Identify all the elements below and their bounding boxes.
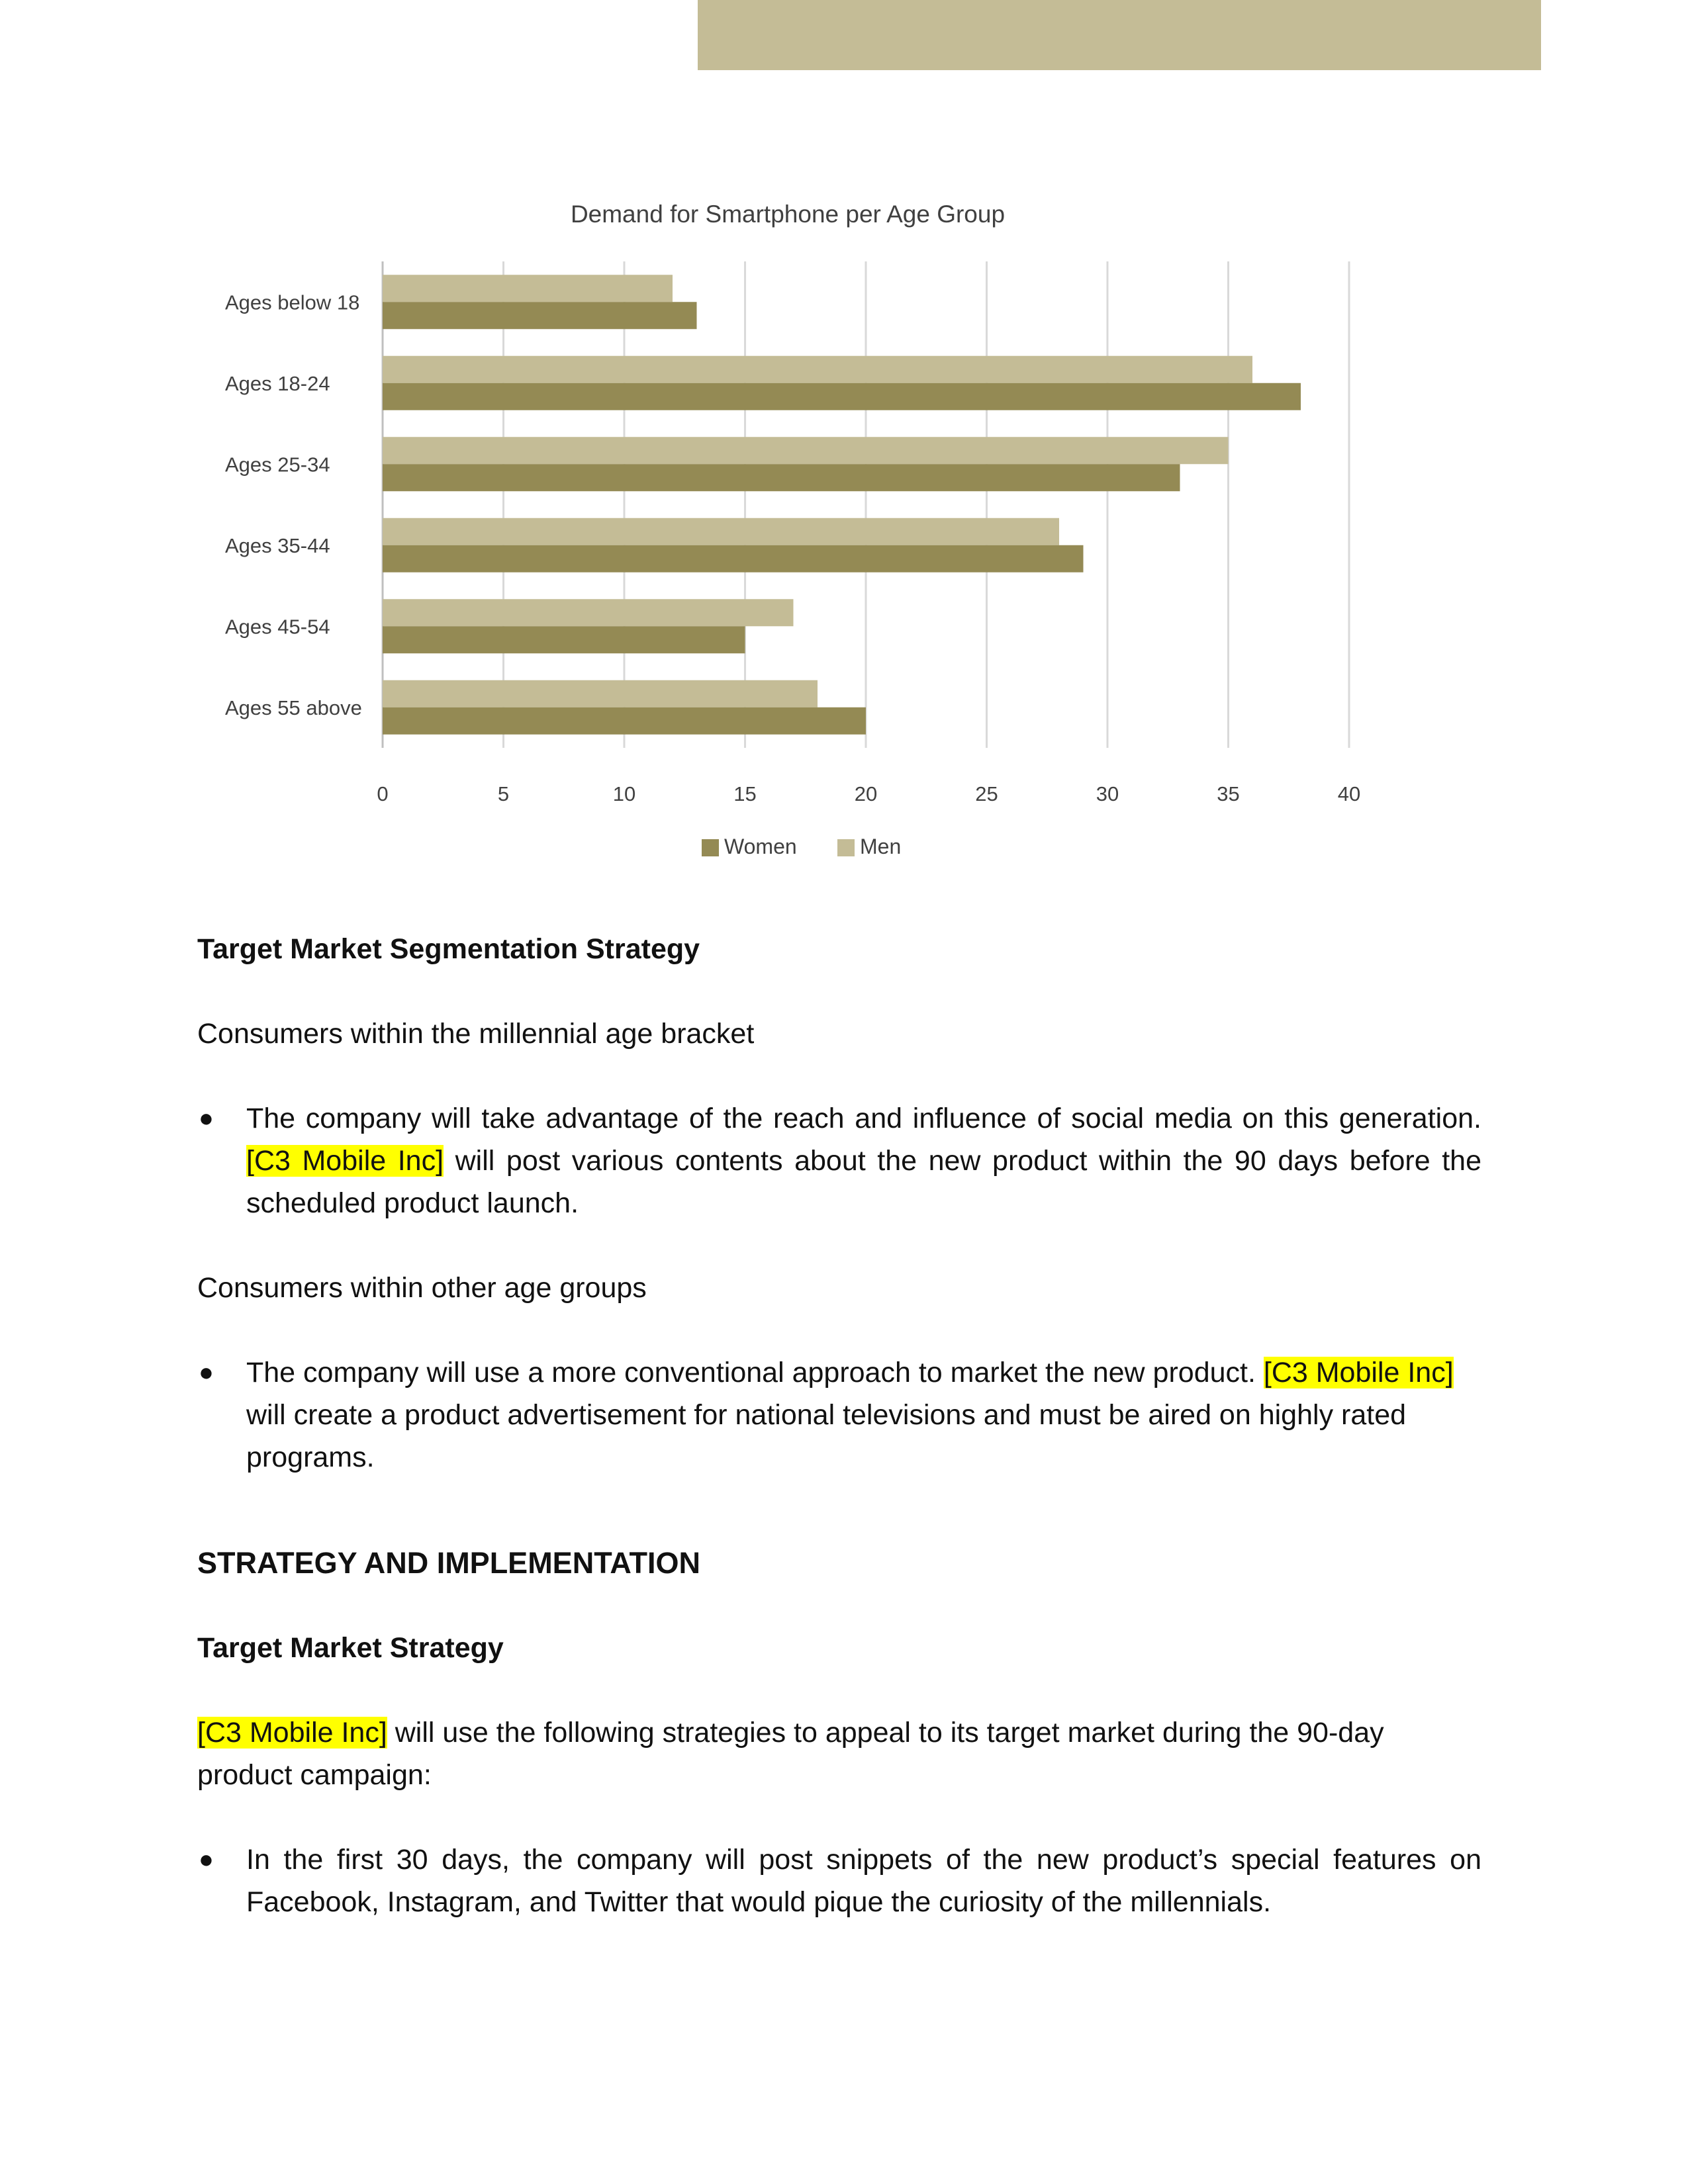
- demand-chart: [199, 192, 1430, 867]
- x-tick-label: 35: [1217, 782, 1240, 805]
- chart-legend: [702, 835, 901, 858]
- legend-label-men: Men: [860, 835, 902, 858]
- millennial-intro: Consumers within the millennial age bracket: [197, 1018, 755, 1050]
- strategy-paragraph: [197, 1711, 1481, 1796]
- company-name-highlight: [C3 Mobile Inc]: [1263, 1357, 1454, 1388]
- header-accent-bar: [698, 0, 1541, 70]
- list-item: [197, 1839, 1481, 1923]
- bullet-icon: ●: [199, 1846, 214, 1874]
- bar-men: [383, 437, 1229, 464]
- chart-title: Demand for Smartphone per Age Group: [570, 201, 1006, 228]
- bullet-text: The company will use a more conventional approach to market the new product.: [246, 1357, 1264, 1388]
- y-category-label: Ages below 18: [225, 291, 360, 314]
- x-tick-label: 10: [612, 782, 636, 805]
- y-category-label: Ages 45-54: [225, 615, 330, 639]
- bullet-text: The company will take advantage of the reach and influence of social media on this generation.: [246, 1103, 1481, 1134]
- bar-women: [383, 545, 1084, 572]
- legend-swatch-men: [837, 839, 855, 856]
- legend-swatch-women: [702, 839, 719, 856]
- x-tick-label: 15: [733, 782, 757, 805]
- y-category-label: Ages 18-24: [225, 371, 330, 395]
- paragraph-text: will use the following strategies to appeal to its target market during the 90-day product campaign:: [197, 1717, 1384, 1791]
- bar-men: [383, 680, 818, 707]
- list-item: [197, 1351, 1481, 1479]
- x-tick-label: 5: [497, 782, 510, 805]
- bar-women: [383, 464, 1180, 491]
- demand-chart-svg: [199, 192, 1430, 867]
- target-strategy-heading: Target Market Strategy: [197, 1632, 504, 1664]
- x-tick-label: 0: [377, 782, 389, 805]
- millennial-bullet-list: [197, 1097, 1481, 1224]
- x-tick-label: 40: [1337, 782, 1361, 805]
- bar-men: [383, 356, 1252, 383]
- bullet-icon: ●: [199, 1105, 214, 1132]
- bullet-text: In the first 30 days, the company will post snippets of the new product’s special features on Facebook, Instagram, and Twitter that would pique the curiosity of the millennials.: [246, 1844, 1481, 1918]
- y-category-label: Ages 25-34: [225, 453, 330, 477]
- x-tick-label: 30: [1096, 782, 1119, 805]
- bullet-text: will create a product advertisement for national televisions and must be aired on highly rated programs.: [246, 1399, 1407, 1473]
- bullet-icon: ●: [199, 1359, 214, 1387]
- list-item: [197, 1097, 1481, 1224]
- bar-men: [383, 275, 673, 302]
- x-tick-label: 20: [854, 782, 878, 805]
- bar-women: [383, 383, 1301, 410]
- company-name-highlight: [C3 Mobile Inc]: [197, 1717, 387, 1749]
- bar-women: [383, 707, 866, 735]
- bar-men: [383, 518, 1059, 545]
- company-name-highlight: [C3 Mobile Inc]: [246, 1145, 444, 1177]
- legend-label-women: Women: [724, 835, 797, 858]
- strategy-bullet-list: [197, 1839, 1481, 1923]
- bar-women: [383, 626, 745, 653]
- segmentation-heading: Target Market Segmentation Strategy: [197, 933, 700, 965]
- y-category-label: Ages 55 above: [225, 696, 362, 719]
- x-tick-label: 25: [975, 782, 998, 805]
- other-groups-bullet-list: [197, 1351, 1481, 1479]
- bar-women: [383, 302, 697, 329]
- chart-bars: [383, 275, 1301, 735]
- document-body: [197, 928, 1481, 1923]
- other-groups-intro: Consumers within other age groups: [197, 1272, 647, 1304]
- strategy-heading: STRATEGY AND IMPLEMENTATION: [197, 1546, 700, 1580]
- bar-men: [383, 599, 794, 626]
- chart-gridlines: [383, 261, 1349, 748]
- y-category-label: Ages 35-44: [225, 533, 330, 557]
- bullet-text: will post various contents about the new product within the 90 days before the scheduled product launch.: [246, 1145, 1481, 1219]
